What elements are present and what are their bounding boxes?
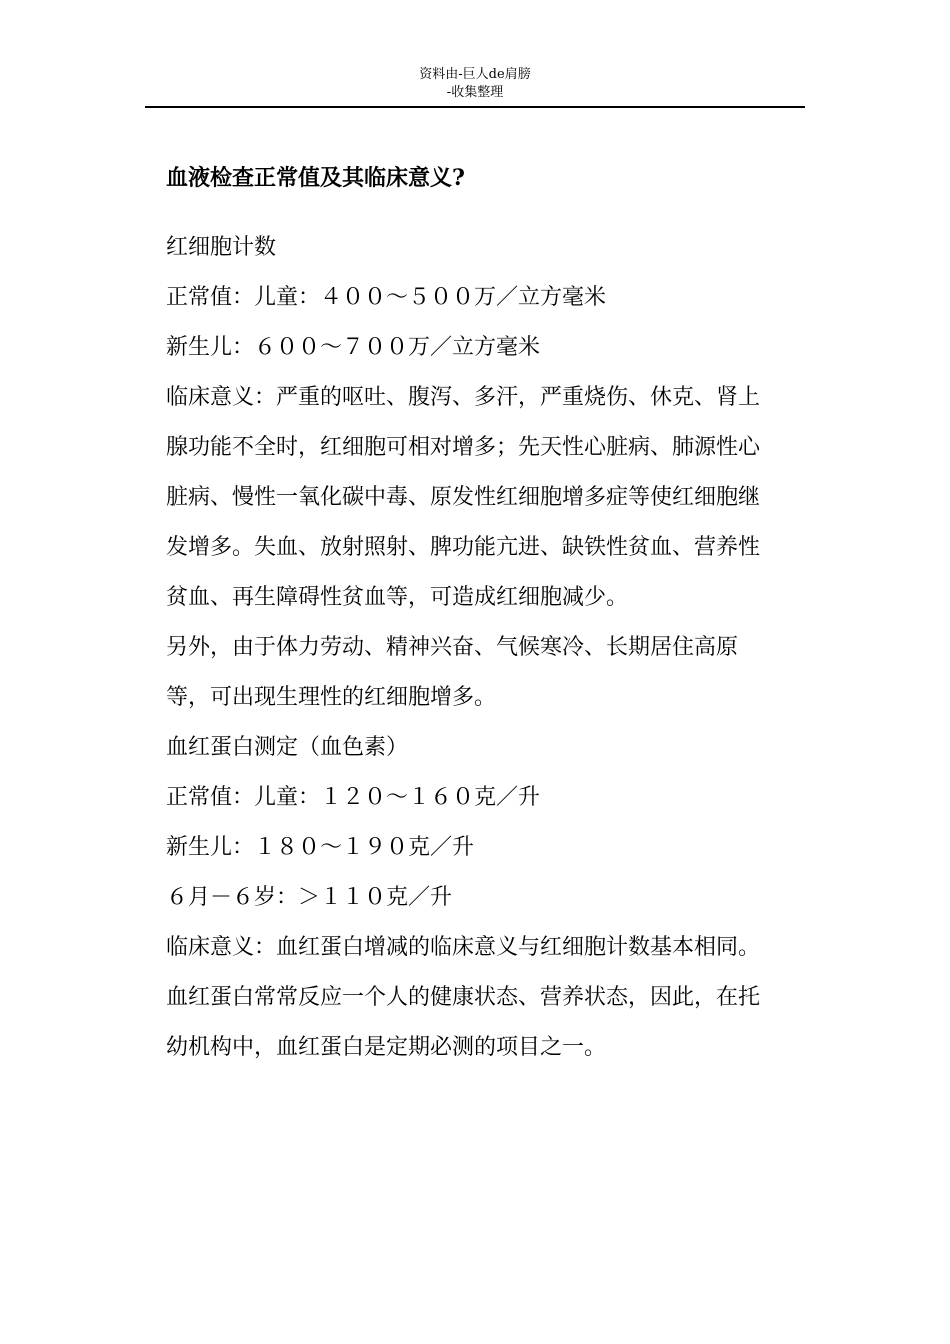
hb-normal-6m-6y: ６月－６岁：＞１１０克／升 [166,885,453,910]
section-heading-rbc-count: 红细胞计数 [166,235,277,260]
hb-normal-newborn: 新生儿：１８０～１９０克／升 [166,835,475,860]
header-source-line: 资料由-巨人de肩膀 [419,67,531,82]
document-title: 血液检查正常值及其临床意义? [166,165,465,191]
rbc-normal-children: 正常值：儿童：４００～５００万／立方毫米 [166,285,607,310]
page-header [145,66,805,108]
rbc-normal-newborn: 新生儿：６００～７００万／立方毫米 [166,335,541,360]
hb-clinical-significance: 临床意义：血红蛋白增减的临床意义与红细胞计数基本相同。血红蛋白常常反应一个人的健康状态、营养状态，因此，在托幼机构中，血红蛋白是定期必测的项目之一。 [166,935,761,1060]
header-collect-line: -收集整理 [446,85,504,100]
rbc-physiological-increase: 另外，由于体力劳动、精神兴奋、气候寒冷、长期居住高原等，可出现生理性的红细胞增多。 [166,635,739,710]
section-heading-hemoglobin: 血红蛋白测定（血色素） [166,735,409,760]
document-body [166,223,766,1073]
rbc-clinical-significance: 临床意义：严重的呕吐、腹泻、多汗，严重烧伤、休克、肾上腺功能不全时，红细胞可相对增多；先天性心脏病、肺源性心脏病、慢性一氧化碳中毒、原发性红细胞增多症等使红细胞继发增多。失血、放射照射、脾功能亢进、缺铁性贫血、营养性贫血、再生障碍性贫血等，可造成红细胞减少。 [166,385,761,610]
hb-normal-children: 正常值：儿童：１２０～１６０克／升 [166,785,541,810]
